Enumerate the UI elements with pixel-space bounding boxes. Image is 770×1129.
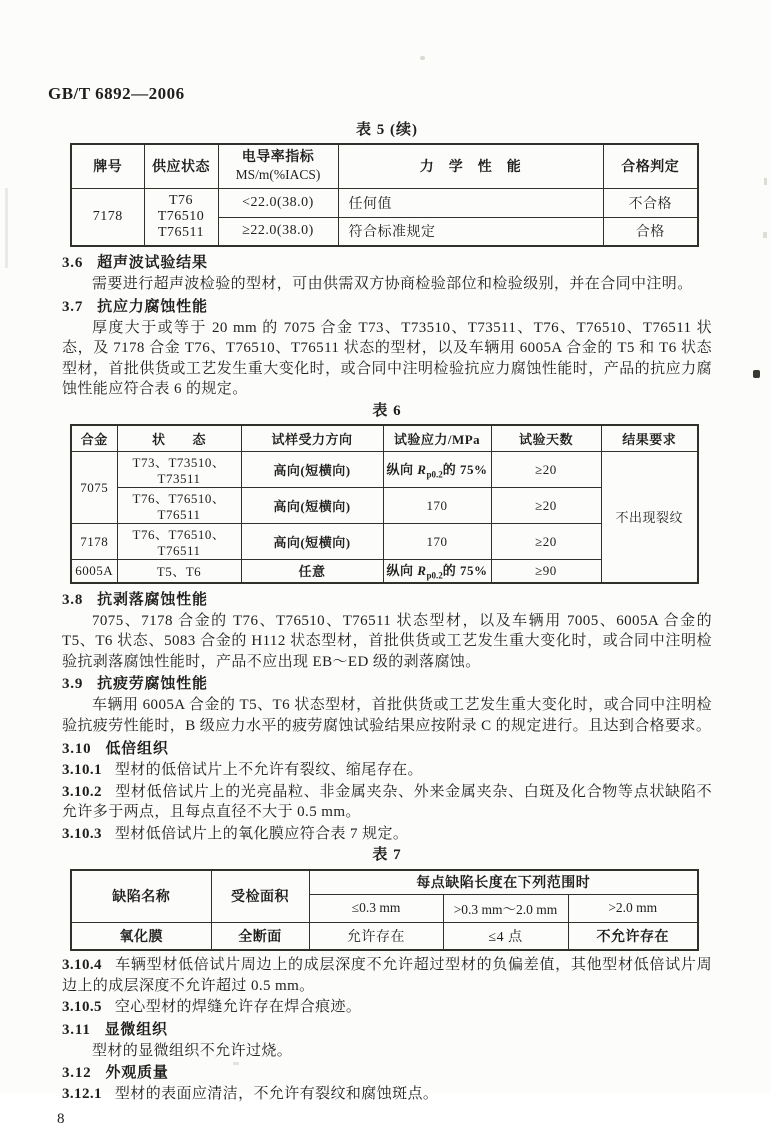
clause-paragraph <box>62 1084 712 1105</box>
table-cell: 供应状态 <box>144 144 218 188</box>
section-title: 超声波试验结果 <box>97 255 208 271</box>
section-number: 3.8 <box>62 591 84 608</box>
section-title: 抗应力腐蚀性能 <box>97 298 208 315</box>
table-cell: >0.3 mm～2.0 mm <box>443 894 568 922</box>
section-heading <box>62 1063 712 1083</box>
clause-number: 3.10.5 <box>62 999 102 1015</box>
clause-text: 空心型材的焊缝允许存在焊合痕迹。 <box>114 999 362 1015</box>
section-title: 抗剥落腐蚀性能 <box>97 591 208 608</box>
table-cell: 任意 <box>241 560 383 583</box>
section-title: 低倍组织 <box>105 741 169 757</box>
table-cell: 受检面积 <box>211 870 309 922</box>
table-cell: 高向(短横向) <box>241 452 383 488</box>
table-cell: 试样受力方向 <box>241 425 383 452</box>
section-heading <box>62 590 712 610</box>
table-header-row <box>71 870 698 894</box>
table-header-row <box>71 144 698 188</box>
section-paragraph: 需要进行超声波检验的型材，可由供需双方协商检验部位和检验级别，并在合同中注明。 <box>92 276 693 292</box>
table-cell: T73、T73510、T73511 <box>117 452 241 488</box>
clause-text: 型材的表面应清洁，不允许有裂纹和腐蚀斑点。 <box>114 1086 439 1102</box>
standard-number: GB/T 6892—2006 <box>48 84 185 103</box>
section-heading <box>62 739 712 759</box>
table-cell: 6005A <box>71 560 117 583</box>
table-cell: 符合标准规定 <box>338 217 603 246</box>
clause-number: 3.10.3 <box>62 825 102 842</box>
clause-number: 3.10.4 <box>62 957 102 973</box>
table-cell <box>383 560 491 583</box>
clause-paragraph <box>62 760 712 781</box>
page-content <box>62 120 712 1105</box>
clause-paragraph <box>62 955 712 996</box>
table7-oxide-film <box>70 869 699 951</box>
table-cell: 每点缺陷长度在下列范围时 <box>309 870 698 894</box>
table-cell: 170 <box>383 524 491 560</box>
clause-paragraph <box>62 824 712 845</box>
clause-text: 型材低倍试片上的光亮晶粒、非金属夹杂、外来金属夹杂、白斑及化合物等点状缺陷不允许多于两点，且每点直径不大于 0.5 mm。 <box>62 783 712 820</box>
table-cell: 牌号 <box>71 144 144 188</box>
table-cell: 合格 <box>603 217 698 246</box>
scan-speck <box>420 56 425 60</box>
stress-text: 纵向 <box>386 563 418 579</box>
table-row <box>71 188 698 217</box>
table-cell: ≥20 <box>491 488 601 524</box>
scan-speck <box>5 188 8 268</box>
table-cell: 高向(短横向) <box>241 488 383 524</box>
table-cell: T5、T6 <box>117 560 241 583</box>
table-cell: ≥22.0(38.0) <box>218 217 338 246</box>
table-cell: 缺陷名称 <box>71 870 211 922</box>
clause-text: 型材低倍试片上的氧化膜应符合表 7 规定。 <box>114 825 409 842</box>
table6-stress-corrosion <box>70 424 699 584</box>
table-header-row <box>71 425 698 452</box>
table-cell: 170 <box>383 488 491 524</box>
clause-number: 3.10.1 <box>62 762 102 778</box>
table-cell: 全断面 <box>211 922 309 950</box>
r-subscript: p0.2 <box>426 469 443 480</box>
section-paragraph: 型材的显微组织不允许过烧。 <box>92 1042 293 1059</box>
table-cell: 不出现裂纹 <box>601 452 698 583</box>
scan-speck <box>763 232 767 238</box>
section-heading <box>62 674 712 694</box>
table-cell: 试验天数 <box>491 425 601 452</box>
table-cell: 高向(短横向) <box>241 524 383 560</box>
section-paragraph: 7075、7178 合金的 T76、T76510、T76511 状态型材，以及车辆用 7005、6005A 合金的 T5、T6 状态、5083 合金的 H112 状态型材，首批供货或工艺发生重大变化时，或合同中注明检验抗剥落腐蚀性能时，产品不应出现 EB～ED 级的剥落腐蚀。 <box>62 612 712 670</box>
table-cell: 氧化膜 <box>71 922 211 950</box>
r-symbol: R <box>417 462 427 478</box>
table6-caption: 表 6 <box>372 402 402 419</box>
stress-text: 纵向 <box>386 462 418 478</box>
table-cell: 7178 <box>71 188 144 246</box>
table-cell: T76、T76510、T76511 <box>117 524 241 560</box>
table-cell: 合金 <box>71 425 117 452</box>
section-number: 3.11 <box>62 1021 91 1038</box>
section-number: 3.9 <box>62 676 84 692</box>
table-cell: ≥20 <box>491 524 601 560</box>
scan-speck <box>233 1062 239 1065</box>
table-cell: 7075 <box>71 452 117 524</box>
table-cell: 任何值 <box>338 188 603 217</box>
section-title: 外观质量 <box>105 1065 169 1081</box>
section-number: 3.7 <box>62 298 84 315</box>
clause-number: 3.10.2 <box>62 783 102 800</box>
section-paragraph: 车辆用 6005A 合金的 T5、T6 状态型材，首批供货或工艺发生重大变化时，或合同中注明检验抗疲劳性能时，B 级应力水平的疲劳腐蚀试验结果应按附录 C 的规定进行。且达到合格要求。 <box>62 697 712 734</box>
clause-paragraph <box>62 782 712 823</box>
conductivity-header-line1: 电导率指标 <box>241 149 315 165</box>
clause-text: 型材的低倍试片上不允许有裂纹、缩尾存在。 <box>114 762 423 778</box>
section-paragraph: 厚度大于或等于 20 mm 的 7075 合金 T73、T73510、T73511、T76、T76510、T76511 状态，及 7178 合金 T76、T76510、T76511 状态的型材，以及车辆用 6005A 合金的 T5 和 T6 状态型材，首批供货或工艺发生重大变化时，或合同中注明检验抗应力腐蚀性能时，产品的抗应力腐蚀性能应符合表 6 的规定。 <box>62 319 712 397</box>
table-cell: ≥20 <box>491 452 601 488</box>
scan-speck <box>753 370 760 378</box>
table-cell: 不允许存在 <box>568 922 698 950</box>
section-number: 3.10 <box>62 741 92 757</box>
table-cell: 结果要求 <box>601 425 698 452</box>
table5-continued <box>70 143 699 247</box>
clause-text: 车辆型材低倍试片周边上的成层深度不允许超过型材的负偏差值，其他型材低倍试片周边上的成层深度不允许超过 0.5 mm。 <box>62 957 712 994</box>
section-heading <box>62 1020 712 1040</box>
table-cell: ≤4 点 <box>443 922 568 950</box>
table-cell: 试验应力/MPa <box>383 425 491 452</box>
table-cell <box>144 188 218 246</box>
table-cell <box>383 452 491 488</box>
table-cell: 允许存在 <box>309 922 443 950</box>
clause-paragraph <box>62 997 712 1018</box>
table7-caption: 表 7 <box>372 847 402 863</box>
table-cell: T76、T76510、T76511 <box>117 488 241 524</box>
temper-line: T76510 <box>157 208 205 224</box>
r-symbol: R <box>417 563 427 579</box>
conductivity-header-line2: MS/m(%IACS) <box>235 166 321 182</box>
section-heading <box>62 253 712 273</box>
stress-text: 的 75% <box>442 563 488 579</box>
temper-line: T76 <box>168 192 194 208</box>
table-cell: <22.0(38.0) <box>218 188 338 217</box>
table-row <box>71 922 698 950</box>
r-subscript: p0.2 <box>426 571 443 582</box>
table-cell: ≤0.3 mm <box>309 894 443 922</box>
table-cell <box>218 144 338 188</box>
section-heading <box>62 297 712 317</box>
scan-speck <box>764 178 767 185</box>
clause-number: 3.12.1 <box>62 1086 102 1102</box>
table5-caption: 表 5 (续) <box>356 122 418 138</box>
table-cell: 力 学 性 能 <box>338 144 603 188</box>
table-cell: >2.0 mm <box>568 894 698 922</box>
section-title: 显微组织 <box>104 1021 168 1038</box>
section-title: 抗疲劳腐蚀性能 <box>97 676 208 692</box>
temper-line: T76511 <box>157 224 205 240</box>
table-row <box>71 452 698 488</box>
section-number: 3.6 <box>62 255 84 271</box>
table-cell: ≥90 <box>491 560 601 583</box>
table-cell: 7178 <box>71 524 117 560</box>
table-cell: 状 态 <box>117 425 241 452</box>
stress-text: 的 75% <box>442 462 488 478</box>
table-cell: 不合格 <box>603 188 698 217</box>
page-number: 8 <box>57 1110 65 1127</box>
section-number: 3.12 <box>62 1065 92 1081</box>
table-cell: 合格判定 <box>603 144 698 188</box>
